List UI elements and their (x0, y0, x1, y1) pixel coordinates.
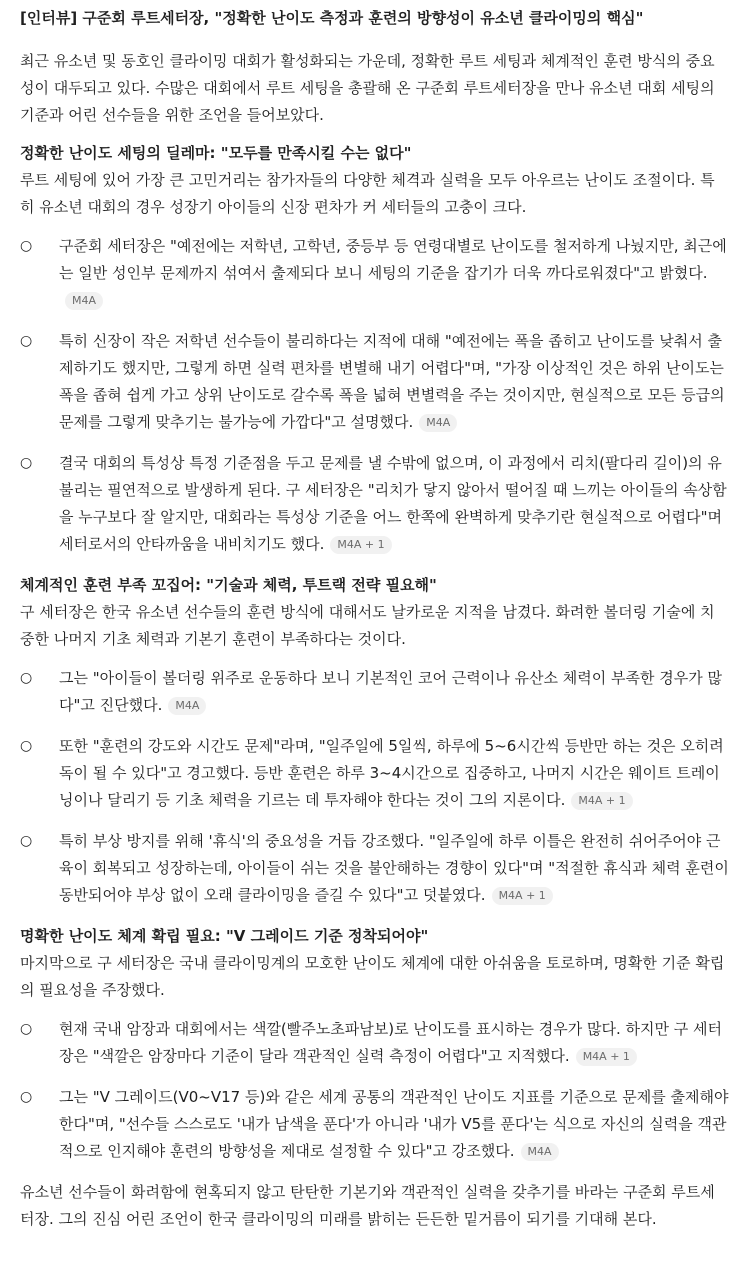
bullet-circle-icon: ○ (20, 738, 33, 754)
bullet-circle-icon: ○ (20, 1089, 33, 1105)
bullet-list (20, 233, 729, 558)
bullet-circle-icon: ○ (20, 670, 33, 686)
list-item (20, 450, 729, 558)
article-title: [인터뷰] 구준회 루트세터장, "정확한 난이도 측정과 훈련의 방향성이 유소년 클라이밍의 핵심" (20, 9, 644, 27)
bullet-circle-icon: ○ (20, 455, 33, 471)
bullet-list (20, 1016, 729, 1165)
list-item-text: 그는 "아이들이 볼더링 위주로 운동하다 보니 기본적인 코어 근력이나 유산소 체력이 부족한 경우가 많다"고 진단했다. (59, 669, 722, 714)
citation-chip[interactable]: M4A + 1 (576, 1048, 637, 1066)
citation-chip[interactable]: M4A (65, 292, 103, 310)
list-item-text: 현재 국내 암장과 대회에서는 색깔(빨주노초파남보)로 난이도를 표시하는 경우가 많다. 하지만 구 세터장은 "색깔은 암장마다 기준이 달라 객관적인 실력 측정이 어렵다"고 지적했다. (59, 1020, 723, 1065)
list-item-text: 특히 신장이 작은 저학년 선수들이 불리하다는 지적에 대해 "예전에는 폭을 좁히고 난이도를 낮춰서 출제하기도 했지만, 그렇게 하면 실력 편차를 변별해 내기 어렵다"며, "가장 이상적인 것은 하위 난이도는 폭을 좁혀 쉽게 가고 상위 난이도로 갈수록 폭을 넓혀 변별력을 주는 것이지만, 현실적으로 모든 등급의 문제를 그렇게 맞추기는 불가능에 가깝다"고 설명했다. (59, 332, 725, 431)
list-item (20, 828, 729, 909)
section-intro: 구 세터장은 한국 유소년 선수들의 훈련 방식에 대해서도 날카로운 지적을 남겼다. 화려한 볼더링 기술에 치중한 나머지 기초 체력과 기본기 훈련이 부족하다는 것이다. (20, 603, 715, 648)
section-intro: 루트 세팅에 있어 가장 큰 고민거리는 참가자들의 다양한 체격과 실력을 모두 아우르는 난이도 조절이다. 특히 유소년 대회의 경우 성장기 아이들의 신장 편차가 커 세터들의 고충이 크다. (20, 171, 715, 216)
section-intro: 마지막으로 구 세터장은 국내 클라이밍계의 모호한 난이도 체계에 대한 아쉬움을 토로하며, 명확한 기준 확립의 필요성을 주장했다. (20, 954, 725, 999)
section-heading: 체계적인 훈련 부족 꼬집어: "기술과 체력, 투트랙 전략 필요해" (20, 576, 437, 594)
article-closing: 유소년 선수들이 화려함에 현혹되지 않고 탄탄한 기본기와 객관적인 실력을 갖추기를 바라는 구준회 루트세터장. 그의 진심 어린 조언이 한국 클라이밍의 미래를 밝히는 든든한 밑거름이 되기를 기대해 본다. (20, 1183, 715, 1228)
citation-chip[interactable]: M4A + 1 (492, 887, 553, 905)
citation-chip[interactable]: M4A (168, 697, 206, 715)
article-section (20, 923, 729, 1165)
list-item-text: 그는 "V 그레이드(V0~V17 등)와 같은 세계 공통의 객관적인 난이도 지표를 기준으로 문제를 출제해야 한다"며, "선수들 스스로도 '내가 남색을 푼다'가 아니라 '내가 V5를 푼다'는 식으로 자신의 실력을 객관적으로 인지해야 훈련의 방향성을 제대로 설정할 수 있다"고 강조했다. (59, 1088, 729, 1160)
citation-chip[interactable]: M4A (419, 414, 457, 432)
bullet-list (20, 665, 729, 909)
bullet-circle-icon: ○ (20, 333, 33, 349)
list-item-text: 특히 부상 방지를 위해 '휴식'의 중요성을 거듭 강조했다. "일주일에 하루 이틀은 완전히 쉬어주어야 근육이 회복되고 성장하는데, 아이들이 쉬는 것을 불안해하는 경향이 있다"며 "적절한 휴식과 체력 훈련이 동반되어야 부상 없이 오래 클라이밍을 즐길 수 있다"고 덧붙였다. (59, 832, 729, 904)
article-intro: 최근 유소년 및 동호인 클라이밍 대회가 활성화되는 가운데, 정확한 루트 세팅과 체계적인 훈련 방식의 중요성이 대두되고 있다. 수많은 대회에서 루트 세팅을 총괄해 온 구준회 루트세터장을 만나 유소년 대회 세팅의 기준과 어린 선수들을 위한 조언을 들어보았다. (20, 52, 715, 124)
list-item (20, 233, 729, 314)
list-item (20, 1084, 729, 1165)
citation-chip[interactable]: M4A + 1 (571, 792, 632, 810)
section-heading: 정확한 난이도 세팅의 딜레마: "모두를 만족시킬 수는 없다" (20, 144, 412, 162)
citation-chip[interactable]: M4A + 1 (330, 536, 391, 554)
list-item (20, 665, 729, 719)
list-item-text: 결국 대회의 특성상 특정 기준점을 두고 문제를 낼 수밖에 없으며, 이 과정에서 리치(팔다리 길이)의 유불리는 필연적으로 발생하게 된다. 구 세터장은 "리치가 닿지 않아서 떨어질 때 느끼는 아이들의 속상함을 누구보다 잘 알지만, 대회라는 특성상 기준을 어느 한쪽에 완벽하게 맞추기란 현실적으로 어렵다"며 세터로서의 안타까움을 내비치기도 했다. (59, 454, 727, 553)
list-item (20, 328, 729, 436)
bullet-circle-icon: ○ (20, 833, 33, 849)
article-section (20, 572, 729, 909)
bullet-circle-icon: ○ (20, 238, 33, 254)
bullet-circle-icon: ○ (20, 1021, 33, 1037)
list-item (20, 733, 729, 814)
article-section (20, 140, 729, 558)
article-sections (20, 140, 729, 1165)
list-item-text: 또한 "훈련의 강도와 시간도 문제"라며, "일주일에 5일씩, 하루에 5~6시간씩 등반만 하는 것은 오히려 독이 될 수 있다"고 경고했다. 등반 훈련은 하루 3~4시간으로 집중하고, 나머지 시간은 웨이트 트레이닝이나 달리기 등 기초 체력을 기르는 데 투자해야 한다는 것이 그의 지론이다. (59, 737, 724, 809)
list-item (20, 1016, 729, 1070)
citation-chip[interactable]: M4A (521, 1143, 559, 1161)
section-heading: 명확한 난이도 체계 확립 필요: "V 그레이드 기준 정착되어야" (20, 927, 429, 945)
list-item-text: 구준회 세터장은 "예전에는 저학년, 고학년, 중등부 등 연령대별로 난이도를 철저하게 나눴지만, 최근에는 일반 성인부 문제까지 섞여서 출제되다 보니 세팅의 기준을 잡기가 더욱 까다로워졌다"고 밝혔다. (59, 237, 727, 282)
